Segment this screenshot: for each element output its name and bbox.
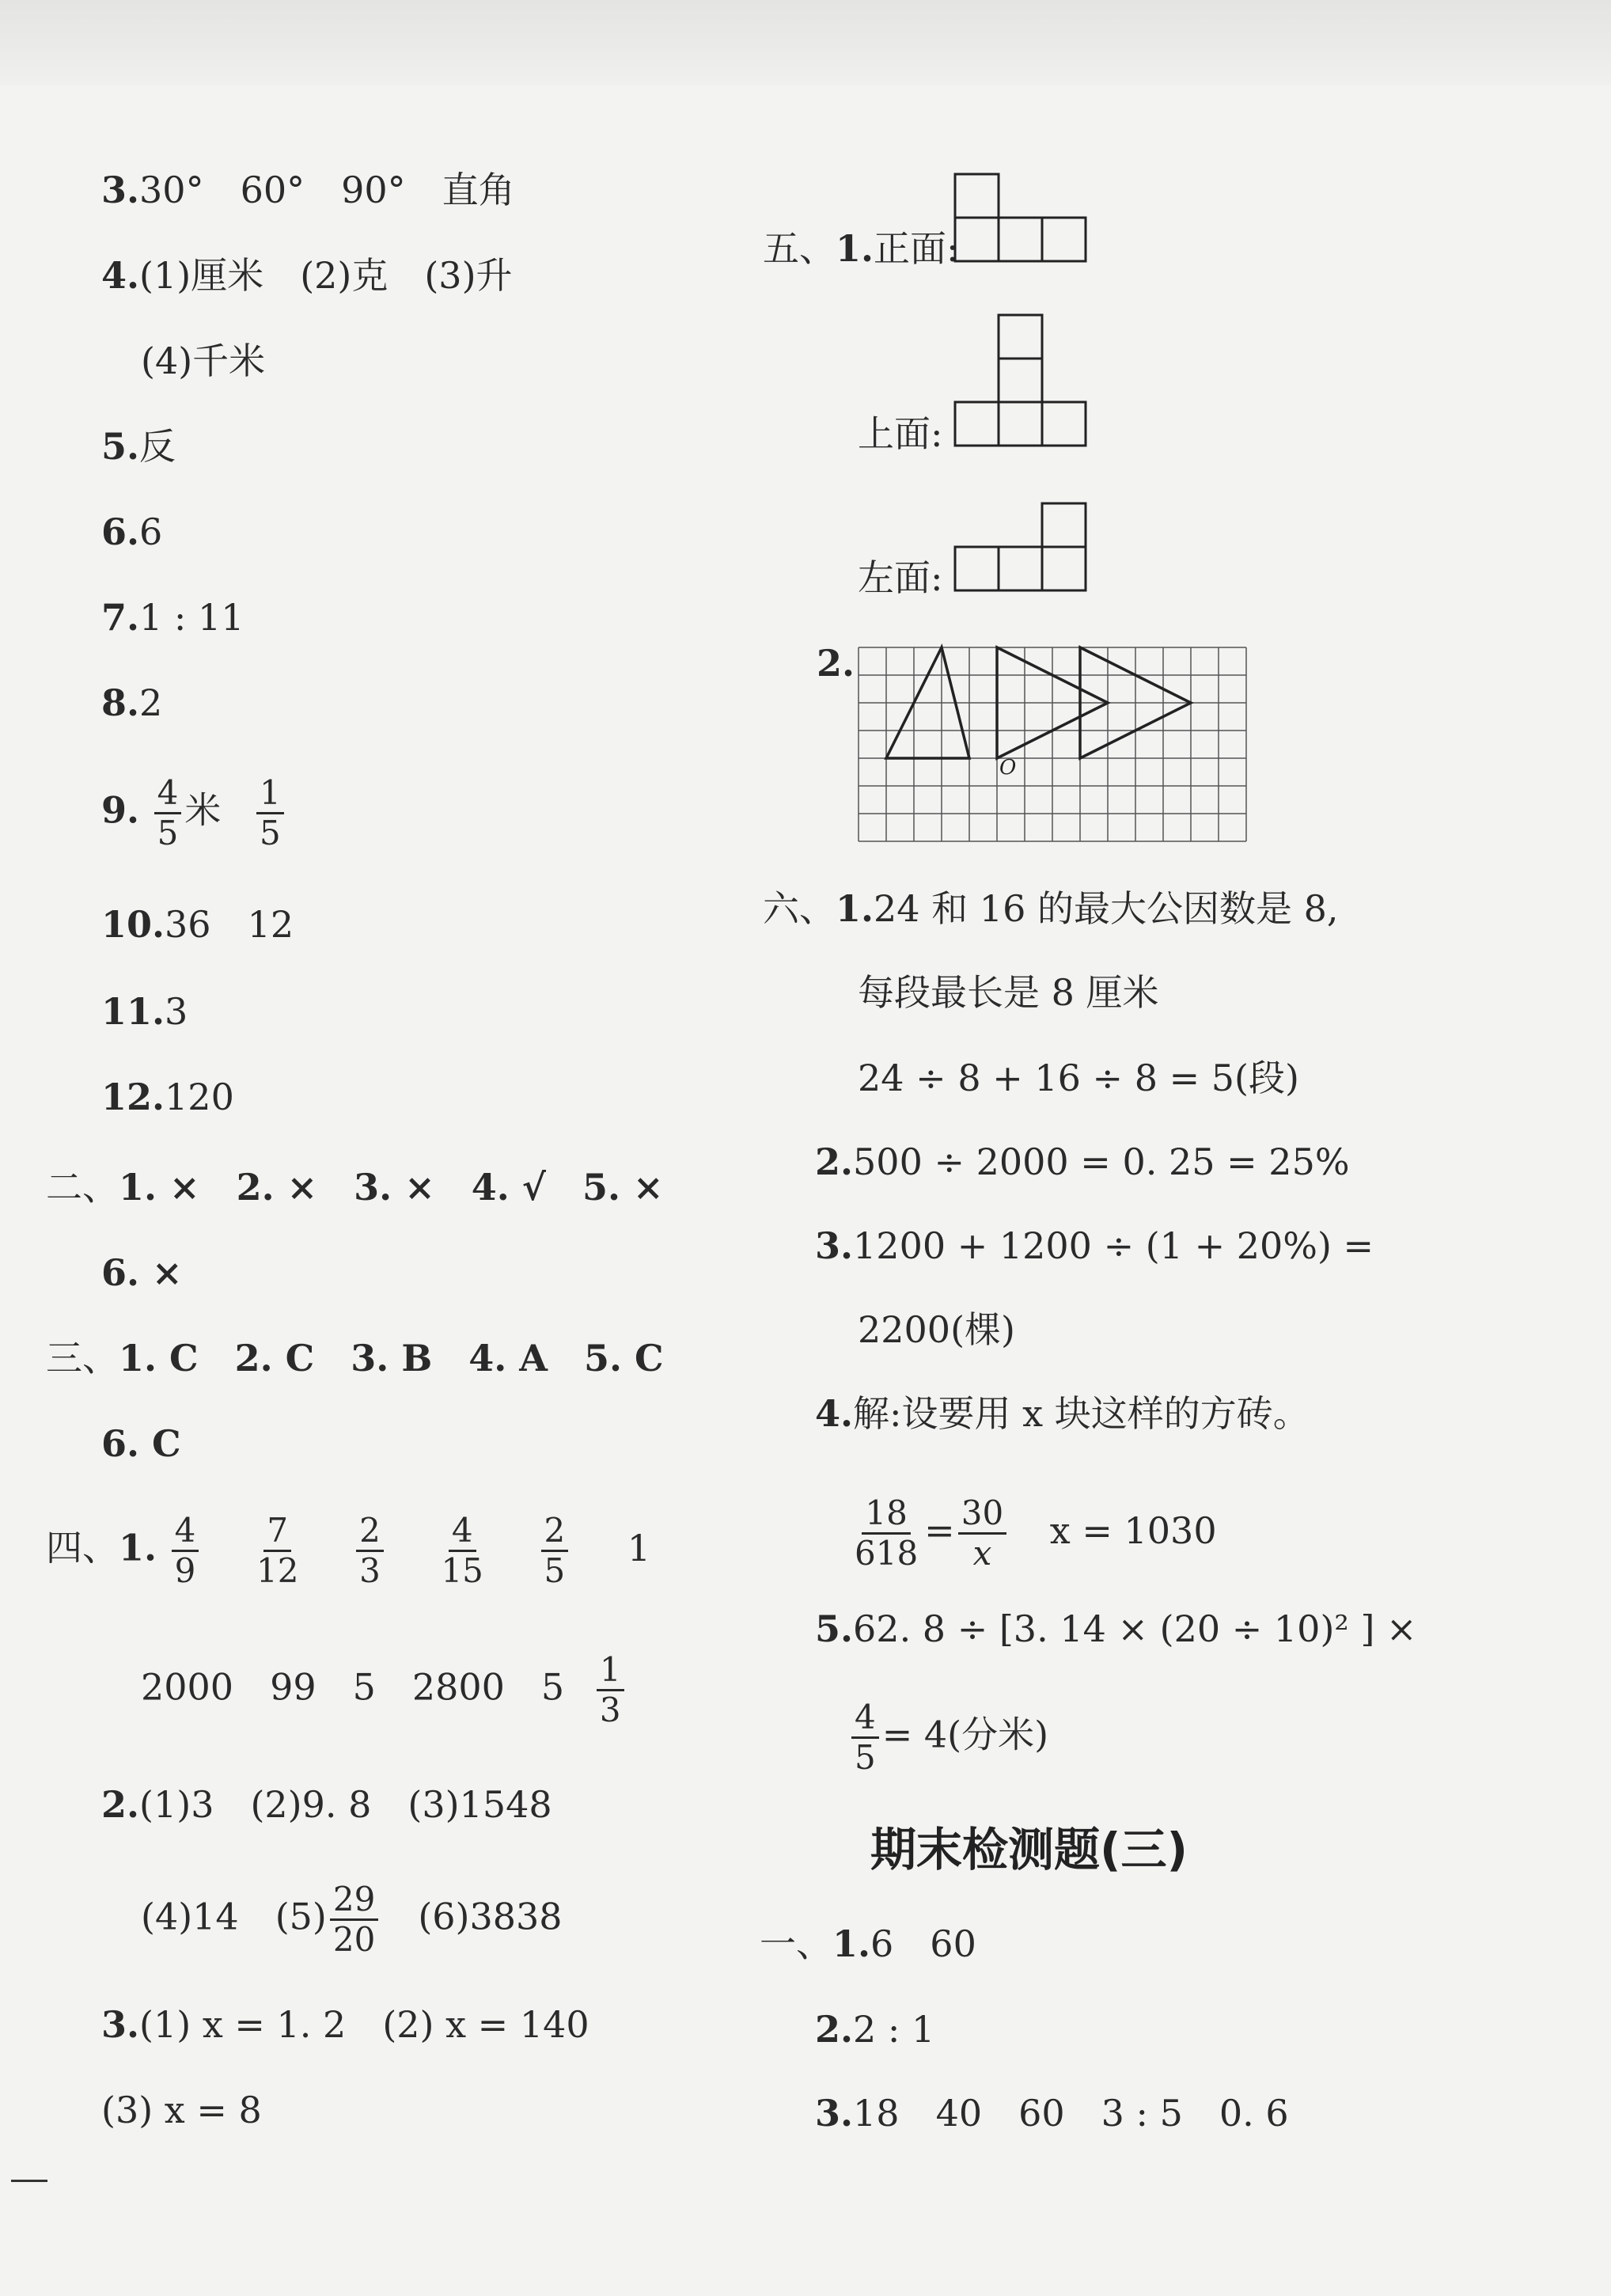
answer-4: 4.(1)厘米 (2)克 (3)升: [101, 254, 513, 297]
new-test-q2: 2.2 : 1: [815, 2008, 935, 2051]
answer-11: 11.3: [101, 990, 188, 1033]
fraction: $\frac{2}{5}$: [541, 1512, 569, 1590]
top-view-figure: [953, 313, 1092, 453]
origin-label: O: [999, 756, 1017, 780]
new-test-q1: 一、1.6 60: [760, 1922, 976, 1965]
left-view-label: 左面:: [858, 556, 943, 599]
fraction: $\frac{1}{5}$: [256, 774, 284, 852]
fraction: $\frac{18}{618}$: [855, 1493, 919, 1573]
section-4-q2: 2.(1)3 (2)9. 8 (3)1548: [101, 1783, 552, 1826]
section-6-q3: 3.1200 + 1200 ÷ (1 + 20%) =: [815, 1224, 1374, 1267]
section-4-q1: 四、1. $\frac{4}{9}$ $\frac{7}{12}$ $\frac{2}{3}$ $\frac{4}{15}$ $\frac{2}{5}$ 1: [46, 1511, 651, 1590]
fraction: $\frac{4}{9}$: [172, 1512, 199, 1590]
rotation-grid-figure: [859, 647, 1250, 844]
section-6-q3-cont: 2200(棵): [858, 1308, 1015, 1351]
section-5-q1: 五、1.正面:: [763, 227, 959, 270]
section-6-q5-cont: $\frac{4}{5}$ = 4(分米): [848, 1698, 1048, 1777]
fraction: $\frac{4}{5}$: [851, 1698, 879, 1777]
section-6-q1-line2: 每段最长是 8 厘米: [858, 971, 1159, 1014]
section-6-q5: 5.62. 8 ÷ [3. 14 × (20 ÷ 10)² ] ×: [815, 1607, 1417, 1650]
section-6-q1: 六、1.24 和 16 的最大公因数是 8,: [763, 887, 1339, 930]
section-3-cont: 6. C: [101, 1422, 181, 1465]
answer-5: 5.反: [101, 425, 176, 468]
scan-top-band: [0, 0, 1611, 85]
section-2-cont: 6. ×: [101, 1251, 183, 1294]
top-view-label: 上面:: [858, 412, 943, 455]
answer-12: 12.120: [101, 1076, 234, 1118]
answer-4-cont: (4)千米: [141, 340, 266, 382]
section-6-q1-line3: 24 ÷ 8 + 16 ÷ 8 = 5(段): [858, 1057, 1299, 1099]
fraction: $\frac{29}{20}$: [330, 1880, 378, 1959]
section-3: 三、1. C 2. C 3. B 4. A 5. C: [46, 1337, 664, 1379]
answer-9: 9. $\frac{4}{5}$ 米 $\frac{1}{5}$: [101, 774, 287, 852]
section-2: 二、1. × 2. × 3. × 4. √ 5. ×: [46, 1166, 664, 1209]
answer-6: 6.6: [101, 510, 163, 553]
section-5-q2-number: 2.: [817, 642, 855, 685]
section-4-q3-cont: (3) x = 8: [101, 2089, 262, 2131]
test-title: 期末检测题(三): [870, 1823, 1188, 1877]
fraction: $\frac{1}{3}$: [597, 1651, 624, 1729]
fraction: $\frac{4}{15}$: [441, 1511, 483, 1590]
left-view-figure: [953, 502, 1092, 594]
fraction: $\frac{2}{3}$: [356, 1512, 384, 1590]
front-view-figure: [953, 173, 1092, 264]
fraction: $\frac{30}{x}$: [958, 1494, 1006, 1573]
fraction: $\frac{4}{5}$: [154, 774, 182, 852]
section-4-q1-row2: 2000 99 5 2800 5 $\frac{1}{3}$: [141, 1651, 627, 1729]
section-4-q3: 3.(1) x = 1. 2 (2) x = 140: [101, 2003, 589, 2046]
section-4-q2-cont: (4)14 (5) $\frac{29}{20}$ (6)3838: [141, 1880, 563, 1959]
answer-10: 10.36 12: [101, 903, 294, 946]
page-mark: [11, 2180, 47, 2182]
answer-8: 8.2: [101, 681, 163, 724]
section-6-q4-equation: $\frac{18}{618}$ = $\frac{30}{x}$ x = 1030: [848, 1494, 1217, 1573]
answer-7: 7.1 : 11: [101, 596, 244, 639]
fraction: $\frac{7}{12}$: [256, 1511, 299, 1590]
new-test-q3: 3.18 40 60 3 : 5 0. 6: [815, 2092, 1289, 2135]
section-6-q4: 4.解:设要用 x 块这样的方砖。: [815, 1392, 1310, 1435]
answer-3: 3.30° 60° 90° 直角: [101, 169, 515, 211]
section-6-q2: 2.500 ÷ 2000 = 0. 25 = 25%: [815, 1140, 1350, 1183]
